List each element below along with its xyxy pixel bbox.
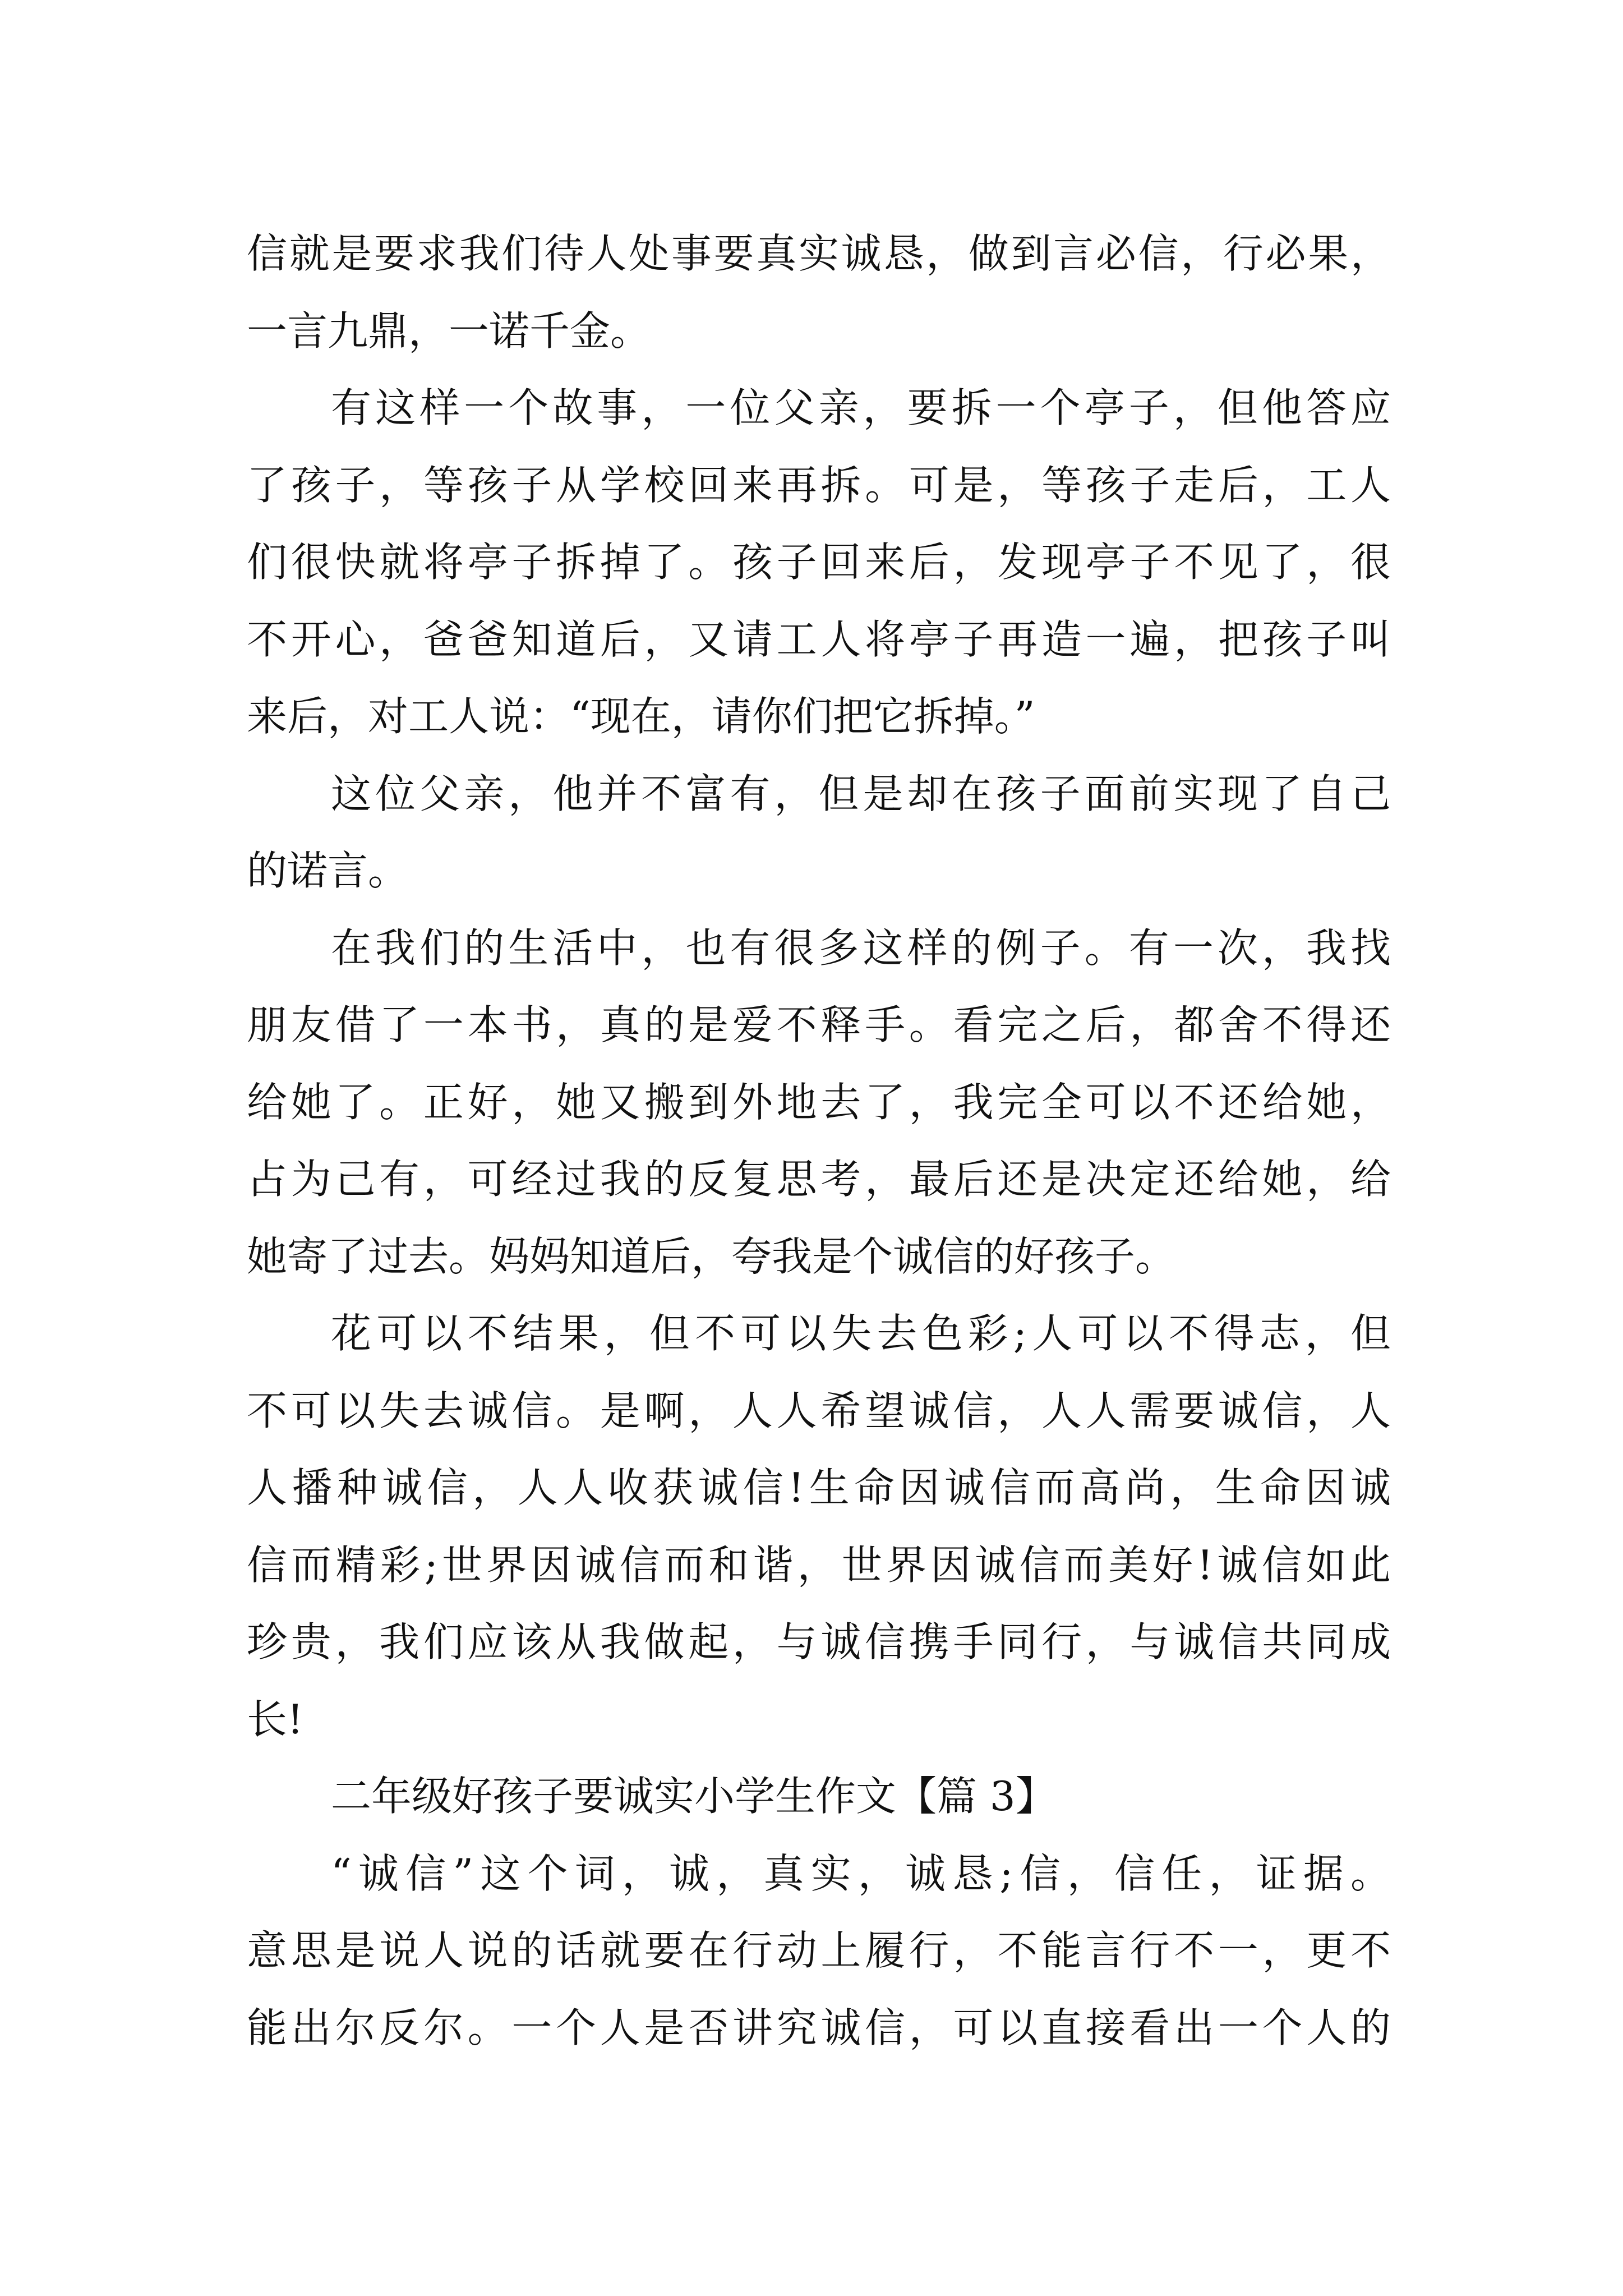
text-line: 信就是要求我们待人处事要真实诚恳，做到言必信，行必果， (247, 230, 1391, 277)
text-line: 不可以失去诚信。是啊，人人希望诚信，人人需要诚信，人 (247, 1387, 1391, 1434)
text-line: 们很快就将亭子拆掉了。孩子回来后，发现亭子不见了，很 (247, 539, 1391, 586)
text-line: 意思是说人说的话就要在行动上履行，不能言行不一，更不 (247, 1927, 1391, 1974)
paragraph-start-line: 在我们的生活中，也有很多这样的例子。有一次，我找 (331, 924, 1391, 972)
text-line: 给她了。正好，她又搬到外地去了，我完全可以不还给她， (247, 1078, 1391, 1126)
text-line: 人播种诚信，人人收获诚信!生命因诚信而高尚，生命因诚 (247, 1464, 1391, 1511)
paragraph-start-line: 这位父亲，他并不富有，但是却在孩子面前实现了自己 (331, 770, 1391, 817)
text-line: 能出尔反尔。一个人是否讲究诚信，可以直接看出一个人的 (247, 2004, 1391, 2051)
text-line: 朋友借了一本书，真的是爱不释手。看完之后，都舍不得还 (247, 1001, 1391, 1048)
text-line: 她寄了过去。妈妈知道后，夸我是个诚信的好孩子。 (247, 1232, 1176, 1280)
paragraph-start-line: “诚信”这个词，诚，真实，诚恳;信，信任，证据。 (331, 1849, 1391, 1897)
text-line: 不开心，爸爸知道后，又请工人将亭子再造一遍，把孩子叫 (247, 615, 1391, 663)
section-heading: 二年级好孩子要诚实小学生作文【篇 3】 (331, 1773, 1056, 1820)
text-line: 了孩子，等孩子从学校回来再拆。可是，等孩子走后，工人 (247, 461, 1391, 509)
text-line: 的诺言。 (247, 847, 409, 894)
text-line: 来后，对工人说：“现在，请你们把它拆掉。” (247, 693, 1035, 740)
paragraph-start-line: 花可以不结果，但不可以失去色彩;人可以不得志，但 (331, 1310, 1391, 1357)
text-line: 珍贵，我们应该从我做起，与诚信携手同行，与诚信共同成 (247, 1618, 1391, 1665)
text-line: 长! (247, 1695, 303, 1743)
essay-body (247, 215, 1391, 2067)
text-line: 一言九鼎，一诺千金。 (247, 307, 651, 355)
text-line: 信而精彩;世界因诚信而和谐，世界因诚信而美好!诚信如此 (247, 1541, 1391, 1589)
text-line: 占为己有，可经过我的反复思考，最后还是决定还给她，给 (247, 1156, 1391, 1203)
paragraph-start-line: 有这样一个故事，一位父亲，要拆一个亭子，但他答应 (331, 384, 1391, 431)
